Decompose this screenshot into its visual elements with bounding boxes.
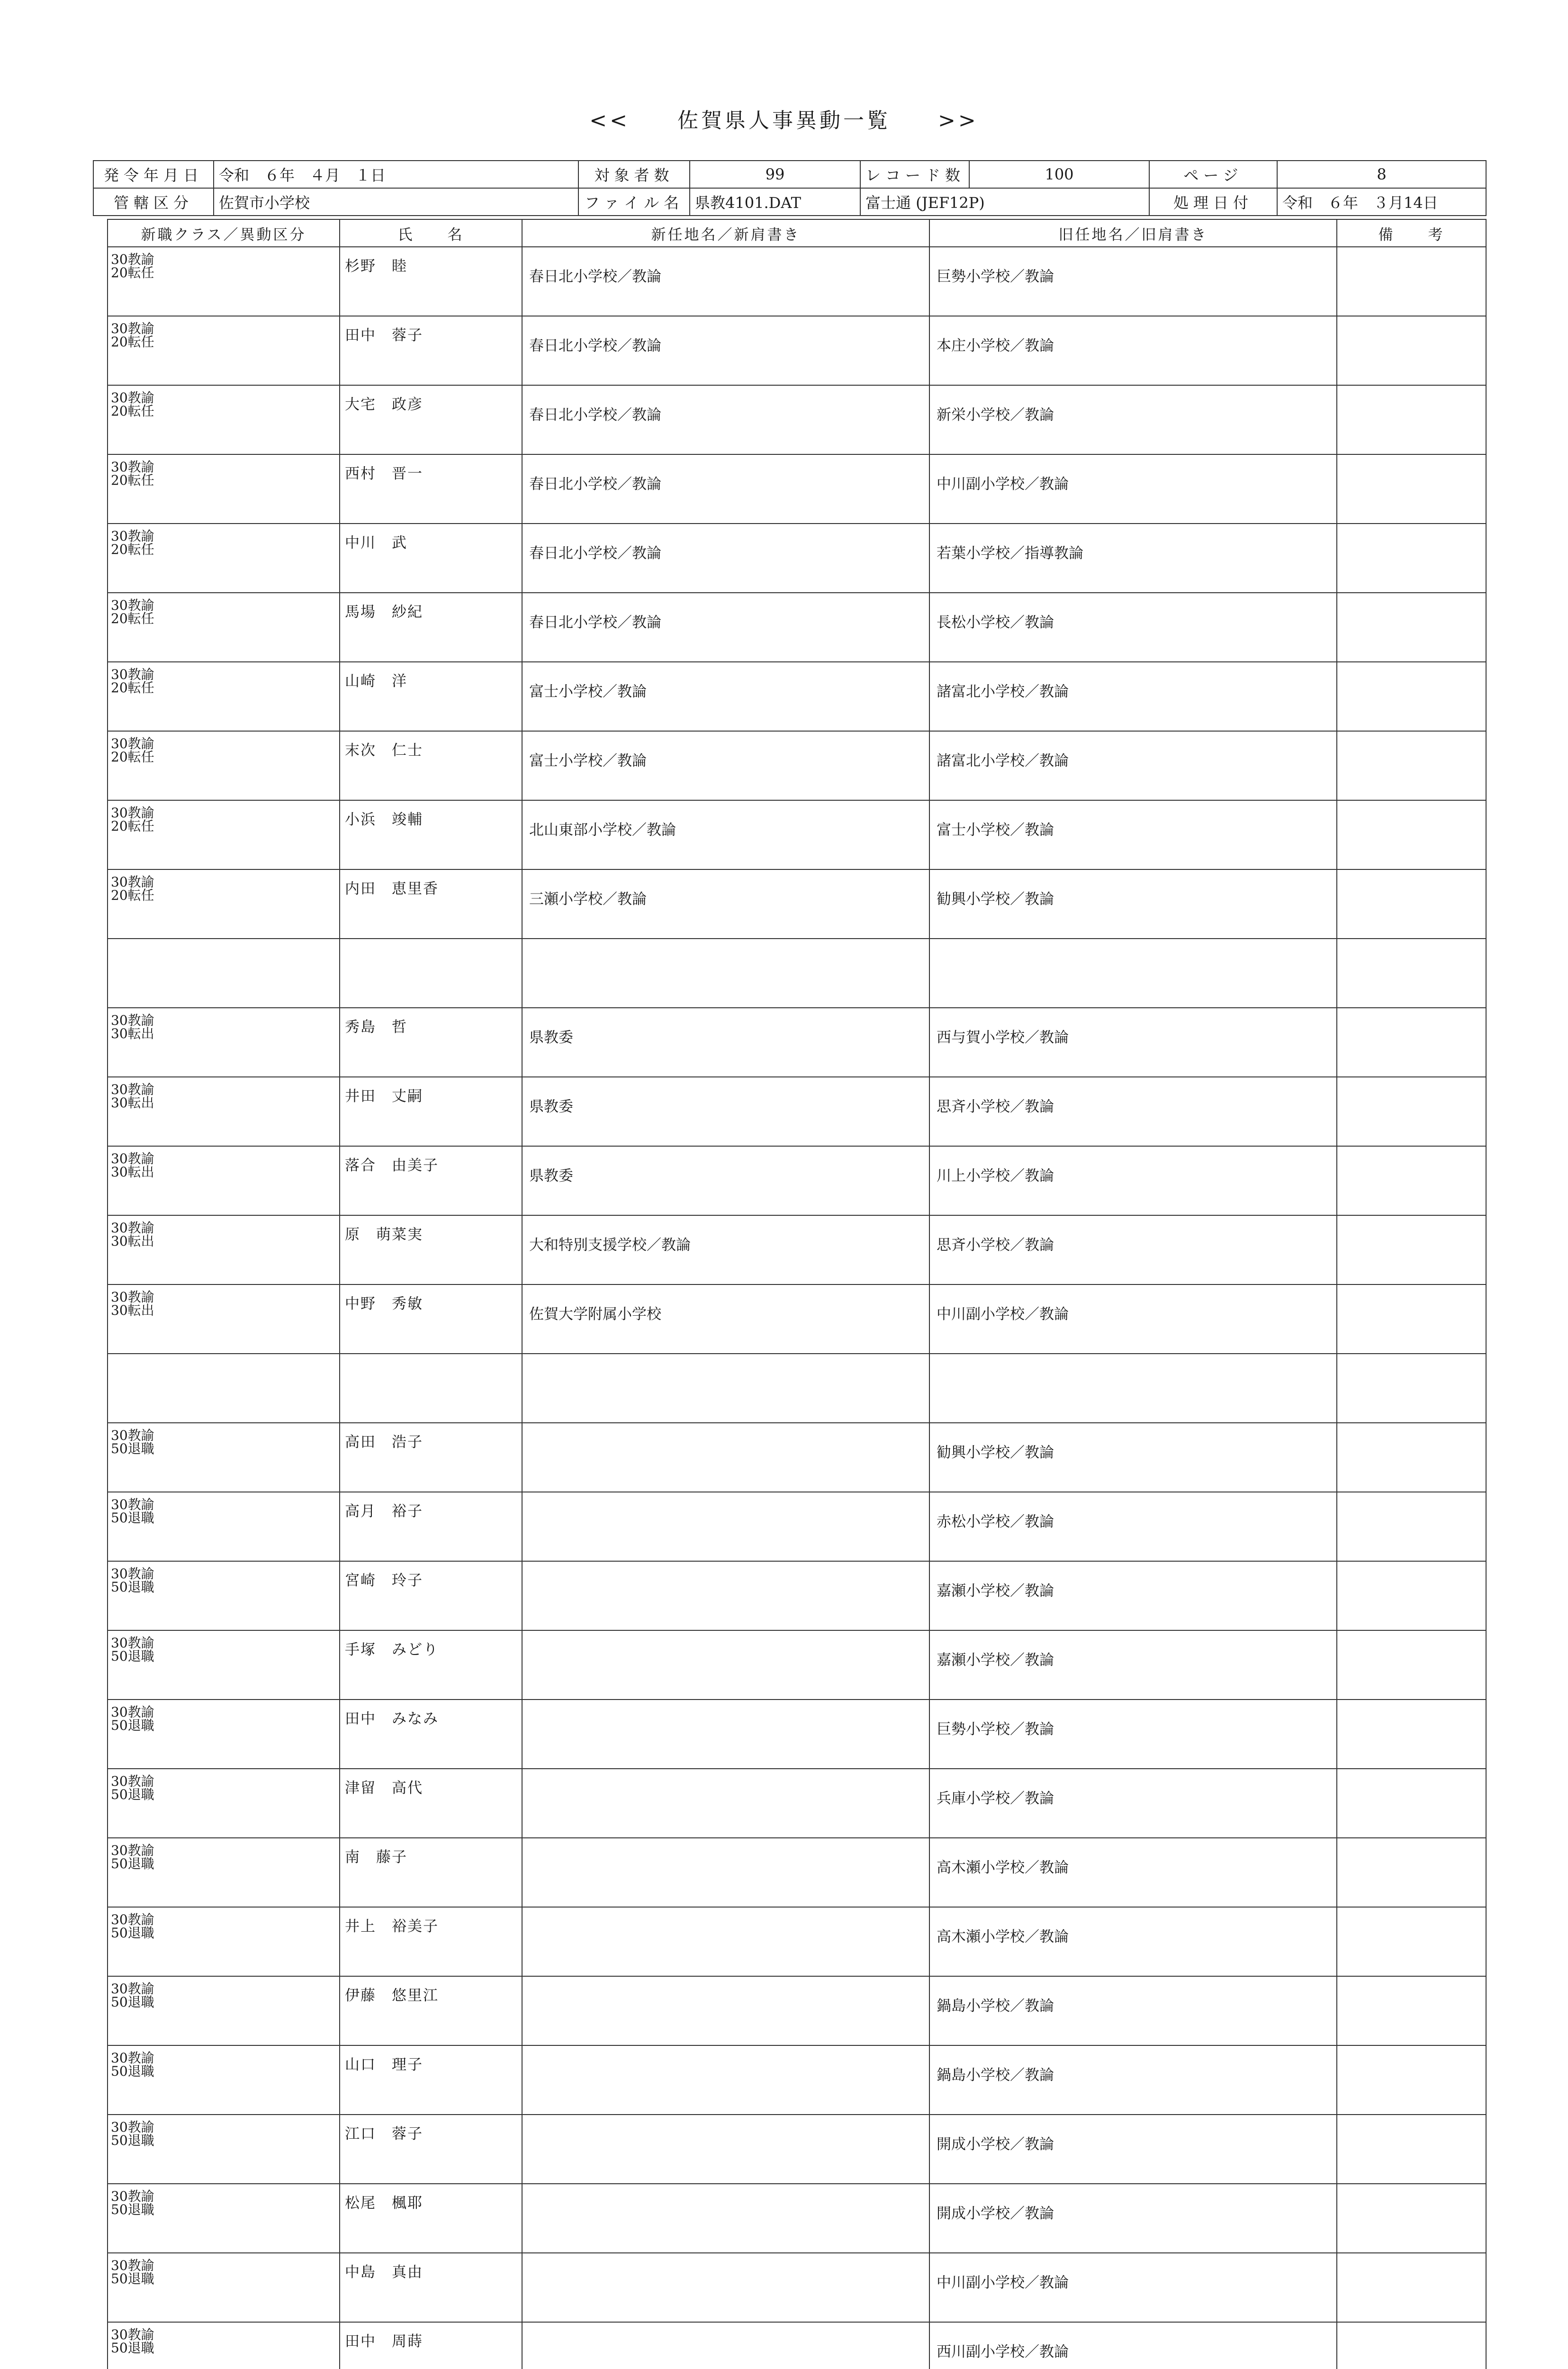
old-post-cell: 勧興小学校／教論 — [929, 869, 1337, 939]
old-post-cell: 思斉小学校／教論 — [929, 1215, 1337, 1284]
old-post-cell: 高木瀬小学校／教論 — [929, 1907, 1337, 1976]
remarks-cell — [1337, 1215, 1486, 1284]
page-title — [0, 103, 1568, 134]
name-cell: 田中 周蒔 — [340, 2322, 522, 2369]
new-post-cell: 県教委 — [522, 1077, 929, 1146]
name-cell: 秀島 哲 — [340, 1008, 522, 1077]
remarks-cell — [1337, 2115, 1486, 2184]
new-post-cell — [522, 1976, 929, 2045]
transfer-type: 20転任 — [111, 818, 154, 834]
table-row — [108, 593, 1486, 662]
table-row — [108, 2115, 1486, 2184]
transfer-type: 50退職 — [111, 1441, 154, 1456]
old-post-cell: 巨勢小学校／教論 — [929, 1700, 1337, 1769]
new-post-cell — [522, 1838, 929, 1907]
col-header-name: 氏 名 — [340, 219, 522, 247]
table-row — [108, 1423, 1486, 1492]
new-post-cell — [522, 2115, 929, 2184]
table-row — [108, 524, 1486, 593]
table-row — [108, 869, 1486, 939]
old-post-cell: 高木瀬小学校／教論 — [929, 1838, 1337, 1907]
remarks-cell — [1337, 1907, 1486, 1976]
table-row — [108, 1907, 1486, 1976]
name-cell: 落合 由美子 — [340, 1146, 522, 1215]
class-cell — [108, 1769, 340, 1838]
class-code: 30教諭 — [111, 252, 154, 267]
remarks-cell — [1337, 1630, 1486, 1700]
table-row — [108, 1630, 1486, 1700]
remarks-cell — [1337, 2045, 1486, 2115]
transfer-type: 50退職 — [111, 1648, 154, 1664]
process-date-label: 処理日付 — [1149, 188, 1277, 216]
title-left-mark: << — [589, 109, 630, 133]
transfer-type: 50退職 — [111, 1510, 154, 1526]
remarks-cell — [1337, 593, 1486, 662]
class-code: 30教諭 — [111, 1843, 154, 1858]
class-code: 30教諭 — [111, 1981, 154, 1997]
name-cell: 高月 裕子 — [340, 1492, 522, 1561]
new-post-cell: 春日北小学校／教論 — [522, 454, 929, 524]
name-cell: 高田 浩子 — [340, 1423, 522, 1492]
remarks-cell — [1337, 2322, 1486, 2369]
remarks-cell — [1337, 1423, 1486, 1492]
process-date-value: 令和 ６年 ３月14日 — [1277, 188, 1486, 216]
issue-date-label: 発令年月日 — [93, 161, 214, 188]
table-row — [108, 1769, 1486, 1838]
class-cell — [108, 1907, 340, 1976]
old-post-cell: 開成小学校／教論 — [929, 2184, 1337, 2253]
new-post-cell — [522, 1492, 929, 1561]
new-post-cell: 県教委 — [522, 1146, 929, 1215]
class-cell — [108, 385, 340, 454]
new-post-cell: 北山東部小学校／教論 — [522, 800, 929, 869]
table-row — [108, 2253, 1486, 2322]
transfer-type: 20転任 — [111, 403, 154, 419]
remarks-cell — [1337, 1561, 1486, 1630]
class-code: 30教諭 — [111, 1773, 154, 1789]
roster-table — [107, 219, 1487, 2369]
new-post-cell — [522, 939, 929, 1008]
remarks-cell — [1337, 1008, 1486, 1077]
old-post-cell: 赤松小学校／教論 — [929, 1492, 1337, 1561]
district-label: 管轄区分 — [93, 188, 214, 216]
class-cell — [108, 1146, 340, 1215]
old-post-cell: 西与賀小学校／教論 — [929, 1008, 1337, 1077]
transfer-type: 20転任 — [111, 680, 154, 696]
old-post-cell: 勧興小学校／教論 — [929, 1423, 1337, 1492]
class-cell — [108, 1630, 340, 1700]
new-post-cell — [522, 1907, 929, 1976]
header-row-2 — [93, 188, 1486, 216]
header-row-1 — [93, 161, 1486, 188]
table-row — [108, 662, 1486, 731]
class-code: 30教諭 — [111, 2188, 154, 2204]
transfer-type: 20転任 — [111, 542, 154, 557]
new-post-cell — [522, 1769, 929, 1838]
column-header-row — [108, 219, 1486, 247]
name-cell: 中野 秀敏 — [340, 1284, 522, 1354]
class-code: 30教諭 — [111, 874, 154, 890]
class-cell — [108, 2115, 340, 2184]
remarks-cell — [1337, 1700, 1486, 1769]
name-cell: 中島 真由 — [340, 2253, 522, 2322]
transfer-type: 30転出 — [111, 1095, 154, 1111]
table-row — [108, 2322, 1486, 2369]
transfer-type: 50退職 — [111, 2202, 154, 2217]
class-code: 30教諭 — [111, 1704, 154, 1720]
page-label: ページ — [1149, 161, 1277, 188]
old-post-cell: 諸富北小学校／教論 — [929, 662, 1337, 731]
class-code: 30教諭 — [111, 2119, 154, 2135]
name-cell: 田中 みなみ — [340, 1700, 522, 1769]
table-row — [108, 316, 1486, 385]
class-cell — [108, 1700, 340, 1769]
name-cell: 原 萌菜実 — [340, 1215, 522, 1284]
table-row — [108, 1700, 1486, 1769]
class-code: 30教諭 — [111, 1289, 154, 1305]
class-code: 30教諭 — [111, 1497, 154, 1512]
name-cell: 杉野 睦 — [340, 247, 522, 316]
title-text: 佐賀県人事異動一覧 — [677, 109, 891, 133]
new-post-cell: 春日北小学校／教論 — [522, 593, 929, 662]
remarks-cell — [1337, 1354, 1486, 1423]
new-post-cell: 三瀬小学校／教論 — [522, 869, 929, 939]
name-cell: 井上 裕美子 — [340, 1907, 522, 1976]
transfer-type: 50退職 — [111, 1718, 154, 1733]
old-post-cell: 川上小学校／教論 — [929, 1146, 1337, 1215]
record-count-value: 100 — [969, 161, 1149, 188]
class-code: 30教諭 — [111, 321, 154, 336]
remarks-cell — [1337, 1976, 1486, 2045]
remarks-cell — [1337, 1284, 1486, 1354]
table-row — [108, 1354, 1486, 1423]
transfer-type: 20転任 — [111, 887, 154, 903]
new-post-cell — [522, 1630, 929, 1700]
record-count-label: レコード数 — [860, 161, 969, 188]
new-post-cell: 春日北小学校／教論 — [522, 247, 929, 316]
new-post-cell: 佐賀大学附属小学校 — [522, 1284, 929, 1354]
remarks-cell — [1337, 1769, 1486, 1838]
name-cell: 大宅 政彦 — [340, 385, 522, 454]
remarks-cell — [1337, 2184, 1486, 2253]
class-cell — [108, 2253, 340, 2322]
remarks-cell — [1337, 869, 1486, 939]
class-cell — [108, 2045, 340, 2115]
class-code: 30教諭 — [111, 528, 154, 544]
transfer-type: 50退職 — [111, 1787, 154, 1802]
remarks-cell — [1337, 524, 1486, 593]
table-row — [108, 454, 1486, 524]
issue-date-value: 令和 ６年 ４月 １日 — [214, 161, 578, 188]
remarks-cell — [1337, 662, 1486, 731]
target-count-value: 99 — [690, 161, 860, 188]
class-cell — [108, 662, 340, 731]
class-code: 30教諭 — [111, 1220, 154, 1236]
class-code: 30教諭 — [111, 1082, 154, 1097]
old-post-cell: 西川副小学校／教論 — [929, 2322, 1337, 2369]
new-post-cell: 春日北小学校／教論 — [522, 524, 929, 593]
class-code: 30教諭 — [111, 2327, 154, 2342]
remarks-cell — [1337, 385, 1486, 454]
table-row — [108, 385, 1486, 454]
class-code: 30教諭 — [111, 1151, 154, 1166]
class-cell — [108, 1492, 340, 1561]
class-cell — [108, 1215, 340, 1284]
class-cell — [108, 1077, 340, 1146]
col-header-old-post: 旧任地名／旧肩書き — [929, 219, 1337, 247]
class-code: 30教諭 — [111, 2258, 154, 2273]
transfer-type: 50退職 — [111, 1925, 154, 1941]
old-post-cell: 諸富北小学校／教論 — [929, 731, 1337, 800]
class-code: 30教諭 — [111, 1635, 154, 1651]
name-cell: 西村 晋一 — [340, 454, 522, 524]
table-row — [108, 731, 1486, 800]
old-post-cell: 新栄小学校／教論 — [929, 385, 1337, 454]
name-cell: 宮崎 玲子 — [340, 1561, 522, 1630]
new-post-cell: 県教委 — [522, 1008, 929, 1077]
old-post-cell: 若葉小学校／指導教論 — [929, 524, 1337, 593]
table-row — [108, 1077, 1486, 1146]
new-post-cell — [522, 1423, 929, 1492]
class-cell — [108, 1976, 340, 2045]
class-cell — [108, 731, 340, 800]
class-cell — [108, 316, 340, 385]
old-post-cell: 兵庫小学校／教論 — [929, 1769, 1337, 1838]
new-post-cell — [522, 1354, 929, 1423]
class-cell — [108, 1008, 340, 1077]
col-header-remarks: 備 考 — [1337, 219, 1486, 247]
col-header-new-post: 新任地名／新肩書き — [522, 219, 929, 247]
transfer-type: 20転任 — [111, 749, 154, 765]
name-cell: 山口 理子 — [340, 2045, 522, 2115]
new-post-cell — [522, 2045, 929, 2115]
class-cell — [108, 2322, 340, 2369]
new-post-cell: 富士小学校／教論 — [522, 662, 929, 731]
class-cell — [108, 800, 340, 869]
old-post-cell: 富士小学校／教論 — [929, 800, 1337, 869]
transfer-type: 50退職 — [111, 1856, 154, 1872]
printer-value: 富士通 (JEF12P) — [860, 188, 1149, 216]
transfer-type: 50退職 — [111, 2133, 154, 2148]
table-row — [108, 247, 1486, 316]
table-row — [108, 1976, 1486, 2045]
name-cell — [340, 939, 522, 1008]
new-post-cell — [522, 1700, 929, 1769]
remarks-cell — [1337, 316, 1486, 385]
remarks-cell — [1337, 1838, 1486, 1907]
transfer-type: 20転任 — [111, 472, 154, 488]
name-cell: 津留 高代 — [340, 1769, 522, 1838]
table-row — [108, 1008, 1486, 1077]
file-name-label: ファイル名 — [578, 188, 690, 216]
new-post-cell — [522, 2184, 929, 2253]
file-name-value: 県教4101.DAT — [690, 188, 860, 216]
table-row — [108, 1561, 1486, 1630]
district-value: 佐賀市小学校 — [214, 188, 578, 216]
transfer-type: 50退職 — [111, 2340, 154, 2356]
transfer-type: 30転出 — [111, 1026, 154, 1041]
class-cell — [108, 1354, 340, 1423]
class-cell — [108, 524, 340, 593]
roster-body — [108, 247, 1486, 2369]
transfer-type: 20転任 — [111, 334, 154, 350]
class-code: 30教諭 — [111, 1428, 154, 1443]
table-row — [108, 1284, 1486, 1354]
remarks-cell — [1337, 247, 1486, 316]
remarks-cell — [1337, 454, 1486, 524]
old-post-cell: 長松小学校／教論 — [929, 593, 1337, 662]
old-post-cell: 嘉瀬小学校／教論 — [929, 1561, 1337, 1630]
class-code: 30教諭 — [111, 459, 154, 475]
name-cell: 井田 丈嗣 — [340, 1077, 522, 1146]
old-post-cell: 中川副小学校／教論 — [929, 1284, 1337, 1354]
transfer-type: 50退職 — [111, 1994, 154, 2010]
class-code: 30教諭 — [111, 597, 154, 613]
remarks-cell — [1337, 1146, 1486, 1215]
title-right-mark: >> — [938, 109, 979, 133]
class-cell — [108, 939, 340, 1008]
transfer-type: 50退職 — [111, 2063, 154, 2079]
new-post-cell — [522, 1561, 929, 1630]
table-row — [108, 2184, 1486, 2253]
class-cell — [108, 1561, 340, 1630]
old-post-cell: 本庄小学校／教論 — [929, 316, 1337, 385]
old-post-cell: 開成小学校／教論 — [929, 2115, 1337, 2184]
new-post-cell: 春日北小学校／教論 — [522, 385, 929, 454]
transfer-type: 50退職 — [111, 2271, 154, 2287]
name-cell: 山崎 洋 — [340, 662, 522, 731]
remarks-cell — [1337, 939, 1486, 1008]
name-cell: 伊藤 悠里江 — [340, 1976, 522, 2045]
table-row — [108, 1215, 1486, 1284]
table-row — [108, 1838, 1486, 1907]
class-cell — [108, 247, 340, 316]
old-post-cell: 思斉小学校／教論 — [929, 1077, 1337, 1146]
class-cell — [108, 1838, 340, 1907]
class-code: 30教諭 — [111, 805, 154, 821]
new-post-cell — [522, 2253, 929, 2322]
old-post-cell: 嘉瀬小学校／教論 — [929, 1630, 1337, 1700]
header-table — [93, 160, 1487, 216]
name-cell: 松尾 楓耶 — [340, 2184, 522, 2253]
remarks-cell — [1337, 1077, 1486, 1146]
old-post-cell: 鍋島小学校／教論 — [929, 2045, 1337, 2115]
name-cell: 中川 武 — [340, 524, 522, 593]
name-cell: 江口 蓉子 — [340, 2115, 522, 2184]
name-cell: 内田 恵里香 — [340, 869, 522, 939]
name-cell: 小浜 竣輔 — [340, 800, 522, 869]
name-cell: 末次 仁士 — [340, 731, 522, 800]
new-post-cell — [522, 2322, 929, 2369]
transfer-type: 30転出 — [111, 1302, 154, 1318]
table-row — [108, 1146, 1486, 1215]
new-post-cell: 富士小学校／教論 — [522, 731, 929, 800]
old-post-cell — [929, 1354, 1337, 1423]
class-cell — [108, 1423, 340, 1492]
class-cell — [108, 869, 340, 939]
name-cell — [340, 1354, 522, 1423]
old-post-cell: 鍋島小学校／教論 — [929, 1976, 1337, 2045]
class-cell — [108, 1284, 340, 1354]
new-post-cell: 大和特別支援学校／教論 — [522, 1215, 929, 1284]
table-row — [108, 939, 1486, 1008]
name-cell: 馬場 紗紀 — [340, 593, 522, 662]
target-count-label: 対象者数 — [578, 161, 690, 188]
table-row — [108, 1492, 1486, 1561]
name-cell: 手塚 みどり — [340, 1630, 522, 1700]
transfer-type: 30転出 — [111, 1233, 154, 1249]
class-code: 30教諭 — [111, 736, 154, 751]
class-code: 30教諭 — [111, 1013, 154, 1028]
old-post-cell: 中川副小学校／教論 — [929, 454, 1337, 524]
name-cell: 南 藤子 — [340, 1838, 522, 1907]
class-code: 30教諭 — [111, 390, 154, 406]
page-number-value: 8 — [1277, 161, 1486, 188]
col-header-class: 新職クラス／異動区分 — [108, 219, 340, 247]
old-post-cell — [929, 939, 1337, 1008]
transfer-type: 20転任 — [111, 611, 154, 626]
transfer-type: 30転出 — [111, 1164, 154, 1180]
class-code: 30教諭 — [111, 1566, 154, 1582]
class-cell — [108, 454, 340, 524]
transfer-type: 50退職 — [111, 1579, 154, 1595]
old-post-cell: 巨勢小学校／教論 — [929, 247, 1337, 316]
transfer-type: 20転任 — [111, 265, 154, 280]
class-code: 30教諭 — [111, 667, 154, 682]
table-row — [108, 800, 1486, 869]
class-cell — [108, 593, 340, 662]
remarks-cell — [1337, 1492, 1486, 1561]
new-post-cell: 春日北小学校／教論 — [522, 316, 929, 385]
name-cell: 田中 蓉子 — [340, 316, 522, 385]
class-cell — [108, 2184, 340, 2253]
class-code: 30教諭 — [111, 1912, 154, 1927]
remarks-cell — [1337, 731, 1486, 800]
remarks-cell — [1337, 2253, 1486, 2322]
class-code: 30教諭 — [111, 2050, 154, 2066]
remarks-cell — [1337, 800, 1486, 869]
old-post-cell: 中川副小学校／教論 — [929, 2253, 1337, 2322]
table-row — [108, 2045, 1486, 2115]
